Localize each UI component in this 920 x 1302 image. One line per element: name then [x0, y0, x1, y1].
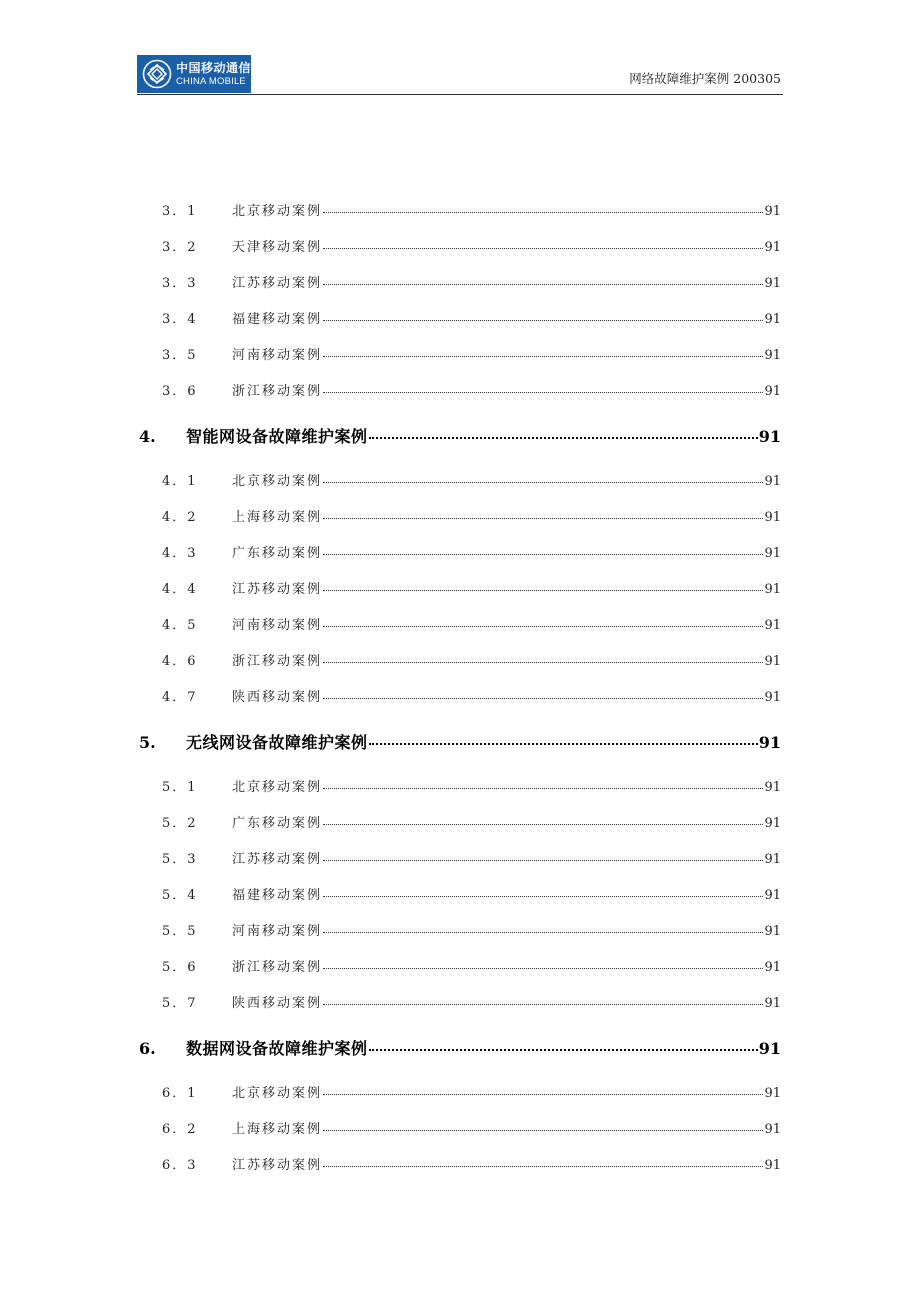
toc-entry-number: 4.: [139, 427, 156, 446]
toc-page-number: 91: [764, 384, 781, 399]
toc-dot-leader: [323, 1094, 763, 1095]
toc-entry-number: 6．3: [162, 1158, 198, 1173]
toc-entry-title: 浙江移动案例: [232, 960, 323, 975]
toc-entry-title: 广东移动案例: [232, 546, 323, 561]
toc-page-number: 91: [764, 312, 781, 327]
toc-entry-title: 江苏移动案例: [232, 1158, 323, 1173]
toc-entry[interactable]: [162, 956, 781, 978]
toc-page-number: 91: [764, 510, 781, 525]
toc-entry-number: 5．4: [162, 888, 198, 903]
toc-page-number: 91: [764, 204, 781, 219]
toc-dot-leader: [369, 437, 758, 439]
toc-page-number: 91: [758, 1039, 781, 1058]
toc-entry-number: 3．5: [162, 348, 198, 363]
toc-entry[interactable]: [162, 344, 781, 366]
toc-entry-title: 河南移动案例: [232, 348, 323, 363]
toc-entry-number: 6．1: [162, 1086, 198, 1101]
toc-entry-number: 4．1: [162, 474, 198, 489]
toc-entry-title: 北京移动案例: [232, 780, 323, 795]
toc-page-number: 91: [764, 690, 781, 705]
toc-page-number: 91: [764, 654, 781, 669]
toc-page-number: 91: [764, 276, 781, 291]
toc-dot-leader: [323, 284, 763, 285]
toc-entry[interactable]: [162, 308, 781, 330]
toc-entry[interactable]: [162, 380, 781, 402]
toc-dot-leader: [323, 698, 763, 699]
toc-page-number: 91: [764, 474, 781, 489]
toc-page-number: 91: [764, 1158, 781, 1173]
toc-dot-leader: [323, 896, 763, 897]
toc-entry-title: 江苏移动案例: [232, 276, 323, 291]
toc-entry-title: 北京移动案例: [232, 204, 323, 219]
toc-entry-number: 5.: [139, 733, 156, 752]
toc-heading[interactable]: [139, 424, 781, 450]
toc-page-number: 91: [764, 888, 781, 903]
toc-dot-leader: [323, 1130, 763, 1131]
toc-heading[interactable]: [139, 730, 781, 756]
toc-entry-title: 天津移动案例: [232, 240, 323, 255]
china-mobile-emblem-icon: [142, 59, 172, 89]
toc-entry[interactable]: [162, 884, 781, 906]
toc-entry-title: 河南移动案例: [232, 618, 323, 633]
toc-entry-title: 北京移动案例: [232, 474, 323, 489]
toc-entry-title: 福建移动案例: [232, 888, 323, 903]
toc-entry-title: 福建移动案例: [232, 312, 323, 327]
toc-entry-number: 3．4: [162, 312, 198, 327]
toc-entry-number: 5．2: [162, 816, 198, 831]
logo-english-name: CHINA MOBILE: [176, 75, 246, 87]
toc-dot-leader: [323, 662, 763, 663]
toc-page-number: 91: [764, 348, 781, 363]
toc-dot-leader: [323, 320, 763, 321]
toc-page-number: 91: [764, 240, 781, 255]
toc-entry-title: 数据网设备故障维护案例: [186, 1039, 368, 1058]
toc-entry[interactable]: [162, 614, 781, 636]
toc-page-number: 91: [764, 780, 781, 795]
toc-entry-number: 4．3: [162, 546, 198, 561]
toc-entry-title: 上海移动案例: [232, 1122, 323, 1137]
logo-text: [176, 62, 251, 87]
toc-entry-number: 5．5: [162, 924, 198, 939]
toc-dot-leader: [323, 212, 763, 213]
toc-entry[interactable]: [162, 686, 781, 708]
toc-dot-leader: [323, 392, 763, 393]
toc-page-number: 91: [764, 996, 781, 1011]
toc-dot-leader: [369, 743, 758, 745]
toc-page-number: 91: [758, 427, 781, 446]
toc-entry[interactable]: [162, 200, 781, 222]
toc-entry-number: 5．3: [162, 852, 198, 867]
toc-entry-number: 3．6: [162, 384, 198, 399]
toc-entry-number: 5．7: [162, 996, 198, 1011]
toc-entry-title: 陕西移动案例: [232, 996, 323, 1011]
toc-entry-title: 上海移动案例: [232, 510, 323, 525]
toc-page-number: 91: [764, 582, 781, 597]
toc-dot-leader: [323, 860, 763, 861]
toc-entry-title: 江苏移动案例: [232, 582, 323, 597]
toc-dot-leader: [323, 482, 763, 483]
page-header: [137, 55, 783, 95]
header-divider: [137, 94, 783, 95]
china-mobile-logo: [137, 55, 251, 93]
toc-entry[interactable]: [162, 542, 781, 564]
toc-entry-title: 广东移动案例: [232, 816, 323, 831]
toc-entry-number: 4．5: [162, 618, 198, 633]
toc-entry-number: 4．7: [162, 690, 198, 705]
toc-heading[interactable]: [139, 1036, 781, 1062]
toc-dot-leader: [369, 1049, 758, 1051]
toc-dot-leader: [323, 932, 763, 933]
toc-entry-title: 北京移动案例: [232, 1086, 323, 1101]
toc-dot-leader: [323, 626, 763, 627]
toc-entry[interactable]: [162, 578, 781, 600]
toc-entry-number: 3．2: [162, 240, 198, 255]
toc-page-number: 91: [764, 618, 781, 633]
toc-dot-leader: [323, 518, 763, 519]
toc-page-number: 91: [764, 546, 781, 561]
toc-entry-title: 浙江移动案例: [232, 654, 323, 669]
toc-entry[interactable]: [162, 812, 781, 834]
toc-entry-number: 5．6: [162, 960, 198, 975]
toc-entry-number: 3．3: [162, 276, 198, 291]
toc-entry-number: 3．1: [162, 204, 198, 219]
document-title: 网络故障维护案例 200305: [629, 71, 781, 86]
toc-dot-leader: [323, 1004, 763, 1005]
toc-entry-title: 智能网设备故障维护案例: [186, 427, 368, 446]
toc-page-number: 91: [764, 1122, 781, 1137]
toc-dot-leader: [323, 788, 763, 789]
toc-entry-title: 浙江移动案例: [232, 384, 323, 399]
toc-entry-title: 河南移动案例: [232, 924, 323, 939]
toc-dot-leader: [323, 590, 763, 591]
toc-entry-number: 4．4: [162, 582, 198, 597]
toc-entry[interactable]: [162, 506, 781, 528]
toc-entry-number: 6.: [139, 1039, 156, 1058]
toc-entry[interactable]: [162, 236, 781, 258]
toc-entry[interactable]: [162, 272, 781, 294]
toc-entry[interactable]: [162, 992, 781, 1014]
toc-entry[interactable]: [162, 920, 781, 942]
toc-entry-number: 6．2: [162, 1122, 198, 1137]
toc-dot-leader: [323, 824, 763, 825]
toc-page-number: 91: [758, 733, 781, 752]
toc-entry-title: 无线网设备故障维护案例: [186, 733, 368, 752]
toc-entry-number: 5．1: [162, 780, 198, 795]
toc-page-number: 91: [764, 960, 781, 975]
toc-entry-number: 4．6: [162, 654, 198, 669]
toc-entry-title: 江苏移动案例: [232, 852, 323, 867]
toc-page-number: 91: [764, 1086, 781, 1101]
toc-entry[interactable]: [162, 1082, 781, 1104]
toc-entry-number: 4．2: [162, 510, 198, 525]
toc-entry[interactable]: [162, 776, 781, 798]
toc-page-number: 91: [764, 924, 781, 939]
toc-entry[interactable]: [162, 1118, 781, 1140]
toc-entry-title: 陕西移动案例: [232, 690, 323, 705]
toc-entry[interactable]: [162, 650, 781, 672]
toc-entry[interactable]: [162, 470, 781, 492]
toc-entry[interactable]: [162, 1154, 781, 1176]
toc-dot-leader: [323, 356, 763, 357]
toc-dot-leader: [323, 968, 763, 969]
logo-chinese-name: 中国移动通信: [176, 60, 252, 75]
toc-dot-leader: [323, 554, 763, 555]
toc-page-number: 91: [764, 852, 781, 867]
toc-dot-leader: [323, 248, 763, 249]
toc-page-number: 91: [764, 816, 781, 831]
toc-entry[interactable]: [162, 848, 781, 870]
toc-dot-leader: [323, 1166, 763, 1167]
